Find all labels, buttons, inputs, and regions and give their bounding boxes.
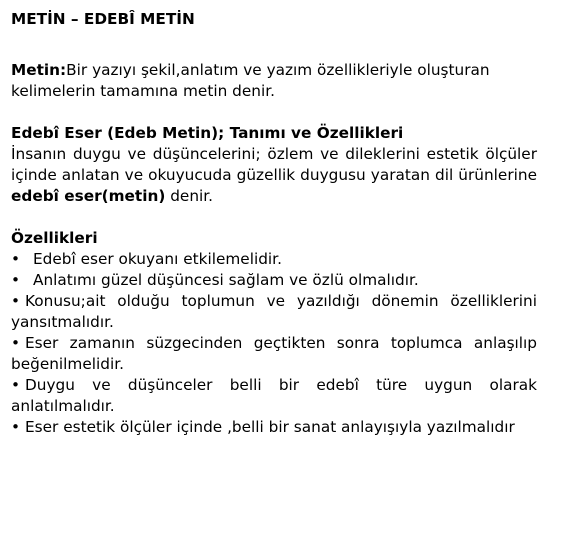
list-item-text: Konusu;ait olduğu toplumun ve yazıldığı dönemin özelliklerini yansıtmalıdır. — [11, 292, 537, 331]
list-item — [11, 291, 537, 333]
metin-term: Metin: — [11, 61, 67, 79]
bullet-icon: • — [11, 418, 21, 436]
list-item — [11, 417, 537, 438]
literary-work-text-after: denir. — [165, 187, 214, 205]
spacer — [11, 30, 537, 60]
list-item — [11, 249, 537, 270]
metin-definition-text: Bir yazıyı şekil,anlatım ve yazım özellikleriyle oluşturan kelimelerin tamamına metin denir. — [11, 61, 490, 100]
literary-work-heading: Edebî Eser (Edeb Metin); Tanımı ve Özellikleri — [11, 124, 404, 142]
list-item — [11, 375, 537, 417]
list-item-text: Anlatımı güzel düşüncesi sağlam ve özlü olmalıdır. — [33, 271, 419, 289]
spacer — [11, 207, 537, 228]
metin-definition — [11, 60, 537, 102]
bullet-icon: • — [11, 271, 21, 289]
literary-work-term: edebî eser(metin) — [11, 187, 166, 205]
bullet-icon: • — [11, 292, 21, 310]
document-title: METİN – EDEBÎ METİN — [11, 10, 195, 28]
bullet-icon: • — [11, 334, 21, 352]
literary-work-definition — [11, 144, 537, 207]
spacer — [11, 102, 537, 123]
list-item — [11, 270, 537, 291]
list-item-text: Eser zamanın süzgecinden geçtikten sonra toplumca anlaşılıp beğenilmelidir. — [11, 334, 537, 373]
list-item-text: Eser estetik ölçüler içinde ,belli bir sanat anlayışıyla yazılmalıdır — [25, 418, 515, 436]
list-item-text: Duygu ve düşünceler belli bir edebî türe uygun olarak anlatılmalıdır. — [11, 376, 537, 415]
literary-work-text-before: İnsanın duygu ve düşüncelerini; özlem ve dileklerini estetik ölçüler içinde anlatan ve okuyucuda güzellik duygusu yaratan dil ürünlerine — [11, 145, 537, 184]
document-page — [11, 9, 537, 438]
list-item — [11, 333, 537, 375]
bullet-icon: • — [11, 250, 21, 268]
features-heading: Özellikleri — [11, 229, 98, 247]
bullet-icon: • — [11, 376, 21, 394]
list-item-text: Edebî eser okuyanı etkilemelidir. — [33, 250, 282, 268]
features-list — [11, 249, 537, 438]
